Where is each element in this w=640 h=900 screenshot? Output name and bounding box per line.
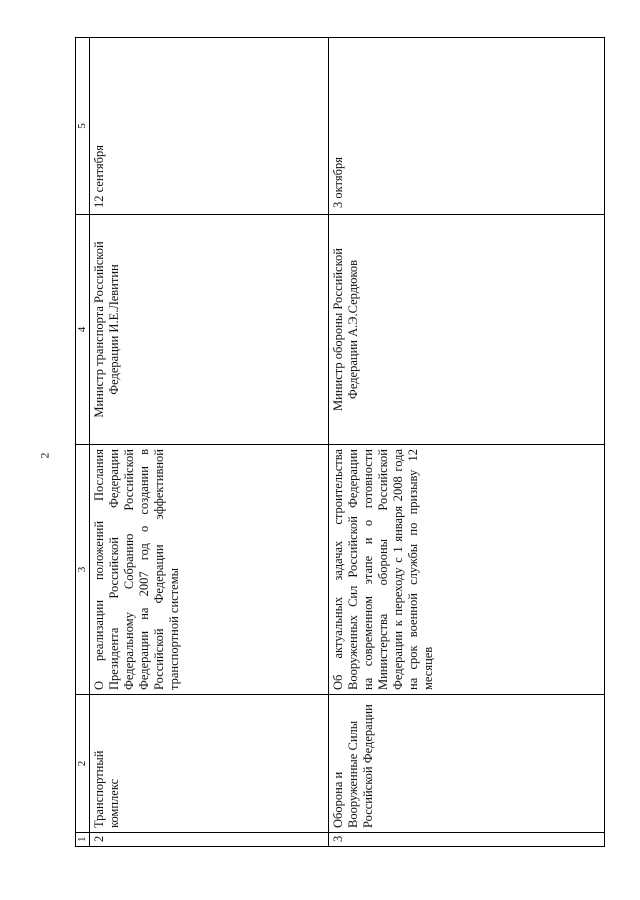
column-number: 5 — [76, 38, 90, 215]
column-number-row — [76, 38, 90, 847]
table-row — [328, 38, 604, 847]
column-number: 1 — [76, 833, 90, 847]
schedule-table — [75, 37, 605, 847]
page-number: 2 — [37, 452, 52, 459]
rotated-table-container — [75, 37, 605, 847]
column-number: 3 — [76, 445, 90, 695]
area-cell: Оборона и Вооруженные Силы Российской Федерации — [328, 695, 604, 833]
topic-cell: Об актуальных задачах строительства Вооруженных Сил Российской Федерации на современном этапе и о готовности Министерства обороны Российской Федерации к переходу с 1 января 2008 года на срок военной службы по призыву 12 месяцев — [328, 445, 604, 695]
column-number: 4 — [76, 215, 90, 445]
date-cell: 12 сентября — [90, 38, 329, 215]
minister-cell: Министр транспорта Российской Федерации И.Е.Левитин — [90, 215, 329, 445]
table-row — [90, 38, 329, 847]
topic-cell: О реализации положений Послания Президента Российской Федерации Федеральному Собранию Российской Федерации на 2007 год о создании в Российской Федерации эффективной транспортной системы — [90, 445, 329, 695]
row-number: 2 — [90, 833, 329, 847]
row-number: 3 — [328, 833, 604, 847]
minister-cell: Министр обороны Российской Федерации А.Э.Сердюков — [328, 215, 604, 445]
column-number: 2 — [76, 695, 90, 833]
date-cell: 3 октября — [328, 38, 604, 215]
area-cell: Транспортный комплекс — [90, 695, 329, 833]
